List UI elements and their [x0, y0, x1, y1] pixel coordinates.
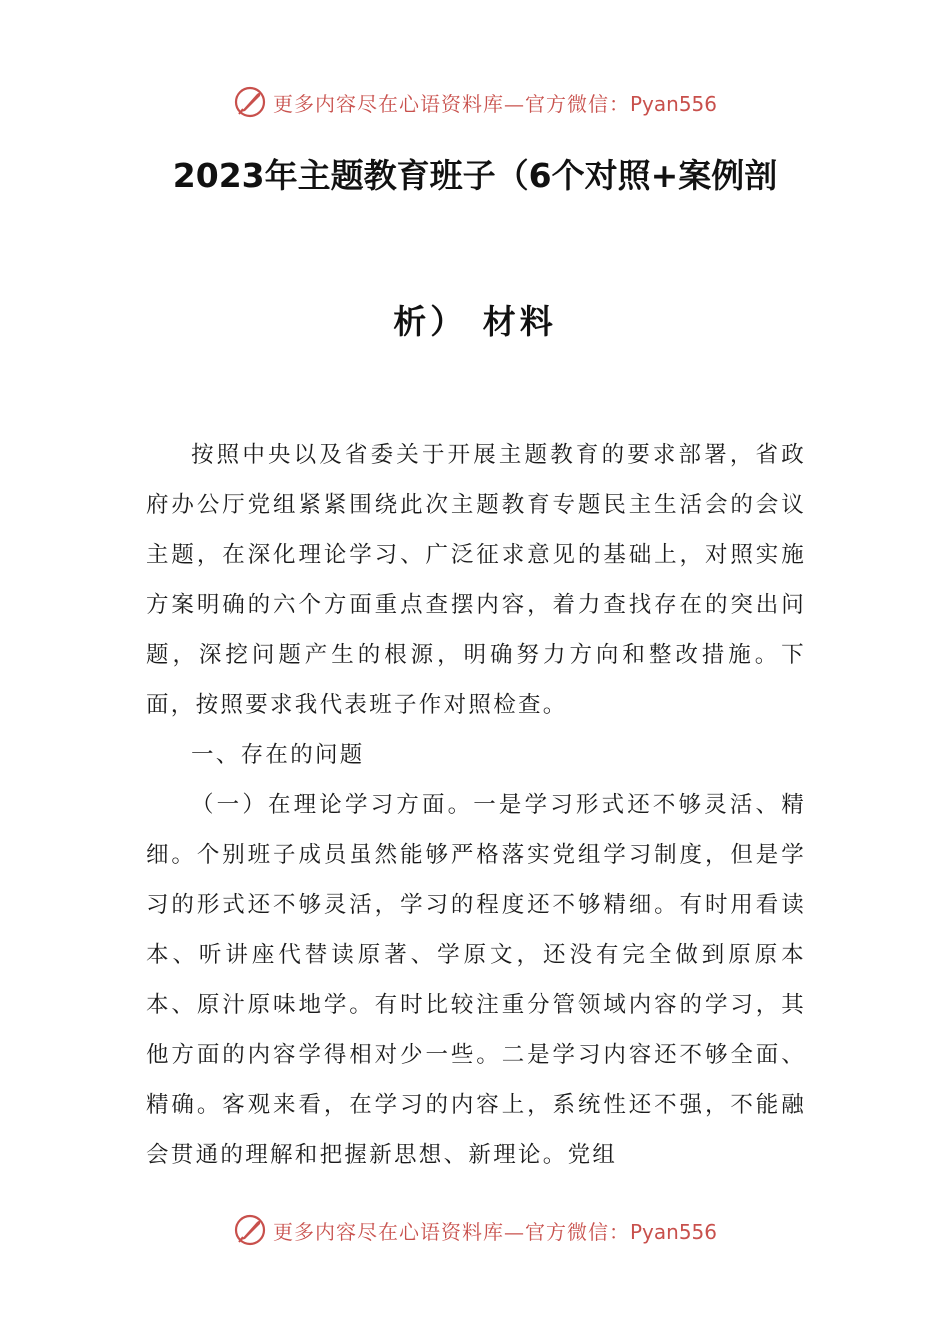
section-heading: 一、存在的问题: [191, 742, 365, 768]
document-body: [146, 430, 806, 1180]
quill-pen-logo-icon: [233, 1213, 267, 1247]
watermark-text: 更多内容尽在心语资料库—官方微信：Pyan556: [272, 91, 717, 116]
document-title-line1: 2023年主题教育班子（6个对照+案例剖: [172, 156, 778, 195]
watermark-wechat-id: Pyan556: [629, 1219, 717, 1244]
watermark-text: 更多内容尽在心语资料库—官方微信：Pyan556: [272, 1219, 717, 1244]
paragraph-theory-study: （一）在理论学习方面。一是学习形式还不够灵活、精细。个别班子成员虽然能够严格落实党组学习制度，但是学习的形式还不够灵活，学习的程度还不够精细。有时用看读本、听讲座代替读原著、学原文，还没有完全做到原原本本、原汁原味地学。有时比较注重分管领域内容的学习，其他方面的内容学得相对少一些。二是学习内容还不够全面、精确。客观来看，在学习的内容上，系统性还不强，不能融会贯通的理解和把握新思想、新理论。党组: [146, 792, 806, 1168]
quill-pen-logo-icon: [233, 85, 267, 119]
watermark-wechat-id: Pyan556: [629, 91, 717, 116]
header-watermark: [0, 82, 950, 122]
paragraph-intro: 按照中央以及省委关于开展主题教育的要求部署，省政府办公厅党组紧紧围绕此次主题教育专题民主生活会的会议主题，在深化理论学习、广泛征求意见的基础上，对照实施方案明确的六个方面重点查摆内容，着力查找存在的突出问题，深挖问题产生的根源，明确努力方向和整改措施。下面，按照要求我代表班子作对照检查。: [146, 442, 806, 718]
footer-watermark: [0, 1210, 950, 1250]
document-title-line2: 析） 材料: [393, 302, 557, 341]
